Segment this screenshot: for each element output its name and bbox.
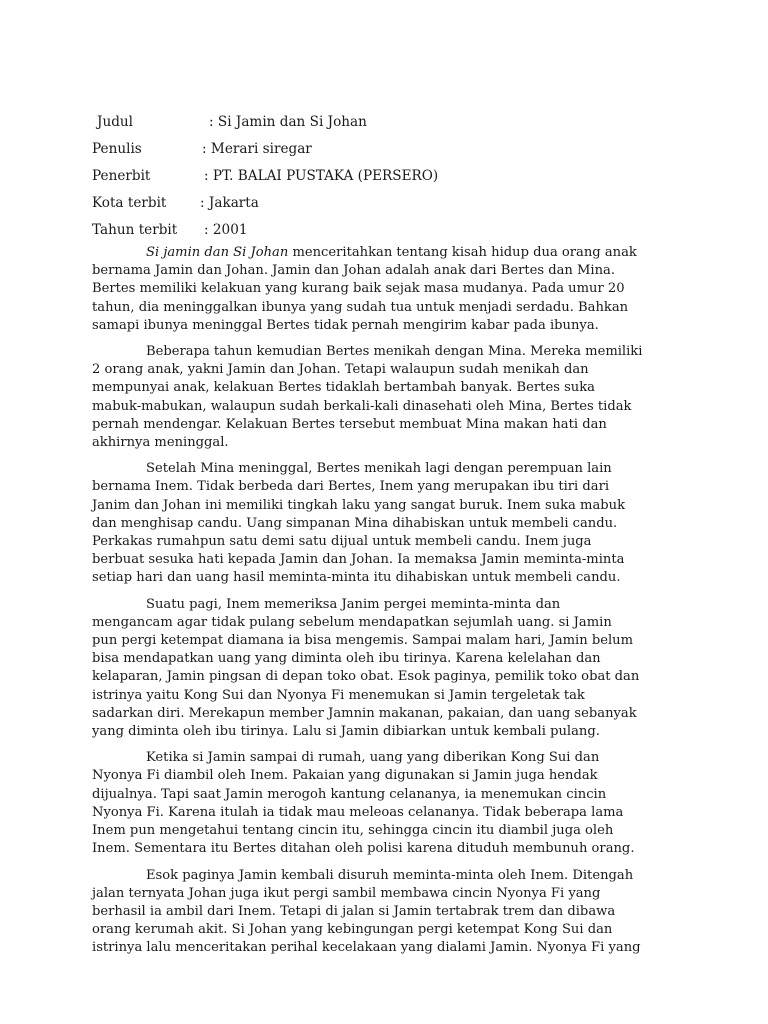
paragraph-line: mengancam agar tidak pulang sebelum mendapatkan sejumlah uang. si Jamin — [92, 614, 612, 630]
paragraph-line: mempunyai anak, kelakuan Bertes tidaklah bertambah banyak. Bertes suka — [92, 380, 595, 396]
meta-value-year: : 2001 — [204, 222, 248, 238]
paragraph-line: Perkakas rumahpun satu demi satu dijual untuk membeli candu. Inem juga — [92, 534, 592, 550]
paragraph-line: dijualnya. Tapi saat Jamin merogoh kantung celananya, ia menemukan cincin — [92, 786, 607, 802]
meta-label-city: Kota terbit — [92, 195, 167, 211]
book-title-italic: Si jamin dan Si Johan — [146, 245, 289, 260]
meta-row-publisher — [92, 166, 692, 193]
meta-value-city: : Jakarta — [200, 195, 259, 211]
paragraph-line: Ketika si Jamin sampai di rumah, uang yang diberikan Kong Sui dan — [146, 750, 600, 766]
paragraph-line: Suatu pagi, Inem memeriksa Janim pergei meminta-minta dan — [146, 596, 561, 612]
paragraph-line: bernama Inem. Tidak berbeda dari Bertes, Inem yang merupakan ibu tiri dari — [92, 479, 610, 495]
paragraph-line: berbuat sesuka hati kepada Jamin dan Johan. Ia memaksa Jamin meminta-minta — [92, 552, 625, 568]
meta-row-year — [92, 220, 692, 247]
paragraph-2 — [92, 343, 682, 452]
paragraph-text: menceritahkan tentang kisah hidup dua orang anak — [288, 245, 637, 260]
meta-label-publisher: Penerbit — [92, 168, 151, 184]
meta-row-title — [92, 112, 692, 139]
paragraph-3 — [92, 460, 682, 587]
paragraph-line: istrinya yaitu Kong Sui dan Nyonya Fi menemukan si Jamin tergeletak tak — [92, 687, 585, 703]
meta-label-title: Judul — [97, 114, 134, 130]
paragraph-line: pernah mendengar. Kelakuan Bertes tersebut membuat Mina makan hati dan — [92, 416, 607, 432]
paragraph-line: Nyonya Fi. Karena itulah ia tidak mau meleoas celananya. Tidak beberapa lama — [92, 804, 624, 820]
paragraph-line: yang diminta oleh ibu tirinya. Lalu si Jamin dibiarkan untuk kembali pulang. — [92, 724, 600, 740]
paragraph-line: istrinya lalu menceritakan perihal kecelakaan yang dialami Jamin. Nyonya Fi yang — [92, 940, 641, 956]
meta-label-year: Tahun terbit — [92, 222, 178, 238]
paragraph-line: Setelah Mina meninggal, Bertes menikah lagi dengan perempuan lain — [146, 461, 612, 477]
meta-row-author — [92, 139, 692, 166]
meta-value-title: : Si Jamin dan Si Johan — [209, 114, 367, 130]
paragraph-line: kelaparan, Jamin pingsan di depan toko obat. Esok paginya, pemilik toko obat dan — [92, 669, 640, 685]
meta-value-publisher: : PT. BALAI PUSTAKA (PERSERO) — [204, 168, 439, 184]
paragraph-line: bisa mendapatkan uang yang diminta oleh ibu tirinya. Karena kelelahan dan — [92, 651, 601, 667]
synopsis-body — [92, 244, 682, 966]
paragraph-line: jalan ternyata Johan juga ikut pergi sambil membawa cincin Nyonya Fi yang — [92, 885, 601, 901]
paragraph-line: Inem pun mengetahui tentang cincin itu, sehingga cincin itu diambil juga oleh — [92, 823, 614, 839]
meta-row-city — [92, 193, 692, 220]
paragraph-line: mabuk-mabukan, walaupun sudah berkali-kali dinasehati oleh Mina, Bertes tidak — [92, 398, 632, 414]
paragraph-line: 2 orang anak, yakni Jamin dan Johan. Tetapi walaupun sudah menikah dan — [92, 362, 589, 378]
paragraph-line: pun pergi ketempat diamana ia bisa mengemis. Sampai malam hari, Jamin belum — [92, 633, 633, 649]
book-metadata — [92, 112, 692, 247]
meta-value-author: : Merari siregar — [202, 141, 312, 157]
paragraph-1 — [92, 244, 682, 335]
paragraph-line: Inem. Sementara itu Bertes ditahan oleh polisi karena dituduh membunuh orang. — [92, 841, 635, 857]
paragraph-line: Esok paginya Jamin kembali disuruh meminta-minta oleh Inem. Ditengah — [146, 867, 634, 883]
paragraph-line: Beberapa tahun kemudian Bertes menikah dengan Mina. Mereka memiliki — [146, 344, 643, 360]
paragraph-line: orang kerumah akit. Si Johan yang kebingungan pergi ketempat Kong Sui dan — [92, 922, 613, 938]
paragraph-line: setiap hari dan uang hasil meminta-minta itu dihabiskan untuk membeli candu. — [92, 570, 621, 586]
paragraph-line: bernama Jamin dan Johan. Jamin dan Johan adalah anak dari Bertes dan Mina. — [92, 263, 616, 279]
paragraph-line: dan menghisap candu. Uang simpanan Mina dihabiskan untuk membeli candu. — [92, 515, 618, 531]
paragraph-4 — [92, 596, 682, 742]
paragraph-line: tahun, dia meninggalkan ibunya yang sudah tua untuk menjadi serdadu. Bahkan — [92, 299, 629, 315]
paragraph-6 — [92, 867, 682, 958]
paragraph-line: akhirnya meninggal. — [92, 435, 229, 451]
paragraph-line: samapi ibunya meninggal Bertes tidak pernah mengirim kabar pada ibunya. — [92, 317, 599, 333]
paragraph-line: Janim dan Johan ini memiliki tingkah laku yang sangat buruk. Inem suka mabuk — [92, 497, 626, 513]
paragraph-line: Nyonya Fi diambil oleh Inem. Pakaian yang digunakan si Jamin juga hendak — [92, 768, 598, 784]
paragraph-line: berhasil ia ambil dari Inem. Tetapi di jalan si Jamin tertabrak trem dan dibawa — [92, 903, 616, 919]
paragraph-5 — [92, 749, 682, 858]
paragraph-line: sadarkan diri. Merekapun member Jamnin makanan, pakaian, dan uang sebanyak — [92, 705, 637, 721]
meta-label-author: Penulis — [92, 141, 142, 157]
paragraph-line — [92, 244, 682, 262]
paragraph-line: Bertes memiliki kelakuan yang kurang baik sejak masa mudanya. Pada umur 20 — [92, 281, 625, 297]
